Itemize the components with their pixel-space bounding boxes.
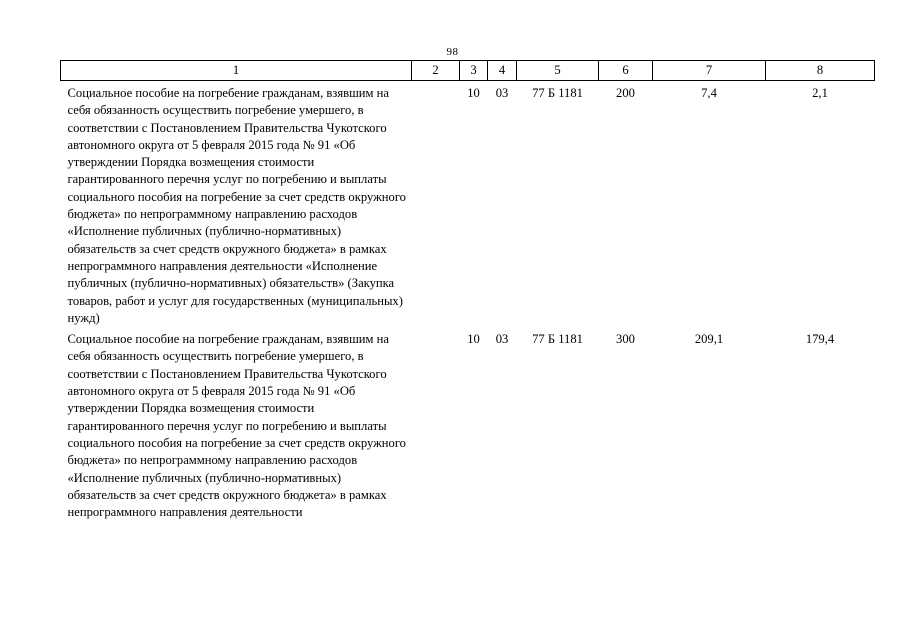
cell-section: 10 — [467, 332, 480, 347]
table-row — [61, 327, 875, 521]
cell-amount-col7: 7,4 — [701, 86, 717, 100]
column-header-2: 2 — [412, 61, 460, 81]
cell-col2 — [412, 81, 460, 328]
cell-section: 10 — [467, 86, 480, 100]
column-header-4: 4 — [488, 61, 517, 81]
column-header-8: 8 — [766, 61, 875, 81]
table-row — [61, 81, 875, 328]
column-header-7: 7 — [653, 61, 766, 81]
cell-col2 — [412, 327, 460, 521]
page-number: 98 — [446, 46, 459, 58]
cell-target-article: 77 Б 1181 — [532, 86, 583, 100]
cell-expense-type: 300 — [616, 332, 635, 347]
cell-amount-col7: 209,1 — [694, 332, 724, 347]
cell-amount-col8: 179,4 — [805, 332, 835, 347]
table-header-row — [61, 61, 875, 81]
row-description: Социальное пособие на погребение гражданам, взявшим на себя обязанность осуществить погребение умершего, в соответствии с Постановлением Правительства Чукотского автономного округа от 5 февраля 2015 года № 91 «Об утверждении Порядка возмещения стоимости гарантированного перечня услуг по погребению и выплаты социального пособия на погребение за счет средств окружного бюджета» по непрограммному направлению расходов «Исполнение публичных (публично-нормативных) обязательств за счет средств окружного бюджета» в рамках непрограммного направления деятельности «Исполнение публичных (публично-нормативных) обязательств» (Закупка товаров, работ и услуг для государственных (муниципальных) нужд) — [67, 86, 406, 325]
column-header-5: 5 — [517, 61, 599, 81]
cell-subsection: 03 — [495, 332, 509, 347]
column-header-3: 3 — [460, 61, 488, 81]
cell-target-article: 77 Б 1181 — [532, 332, 583, 347]
cell-amount-col8: 2,1 — [812, 86, 828, 100]
row-description: Социальное пособие на погребение гражданам, взявшим на себя обязанность осуществить погребение умершего, в соответствии с Постановлением Правительства Чукотского автономного округа от 5 февраля 2015 года № 91 «Об утверждении Порядка возмещения стоимости гарантированного перечня услуг по погребению и выплаты социального пособия на погребение за счет средств окружного бюджета» по непрограммному направлению расходов «Исполнение публичных (публично-нормативных) обязательств за счет средств окружного бюджета» в рамках непрограммного направления деятельности — [67, 332, 406, 520]
column-header-1: 1 — [61, 61, 412, 81]
cell-subsection: 03 — [495, 86, 509, 100]
column-header-6: 6 — [599, 61, 653, 81]
cell-expense-type: 200 — [616, 86, 635, 100]
budget-table — [60, 60, 875, 521]
